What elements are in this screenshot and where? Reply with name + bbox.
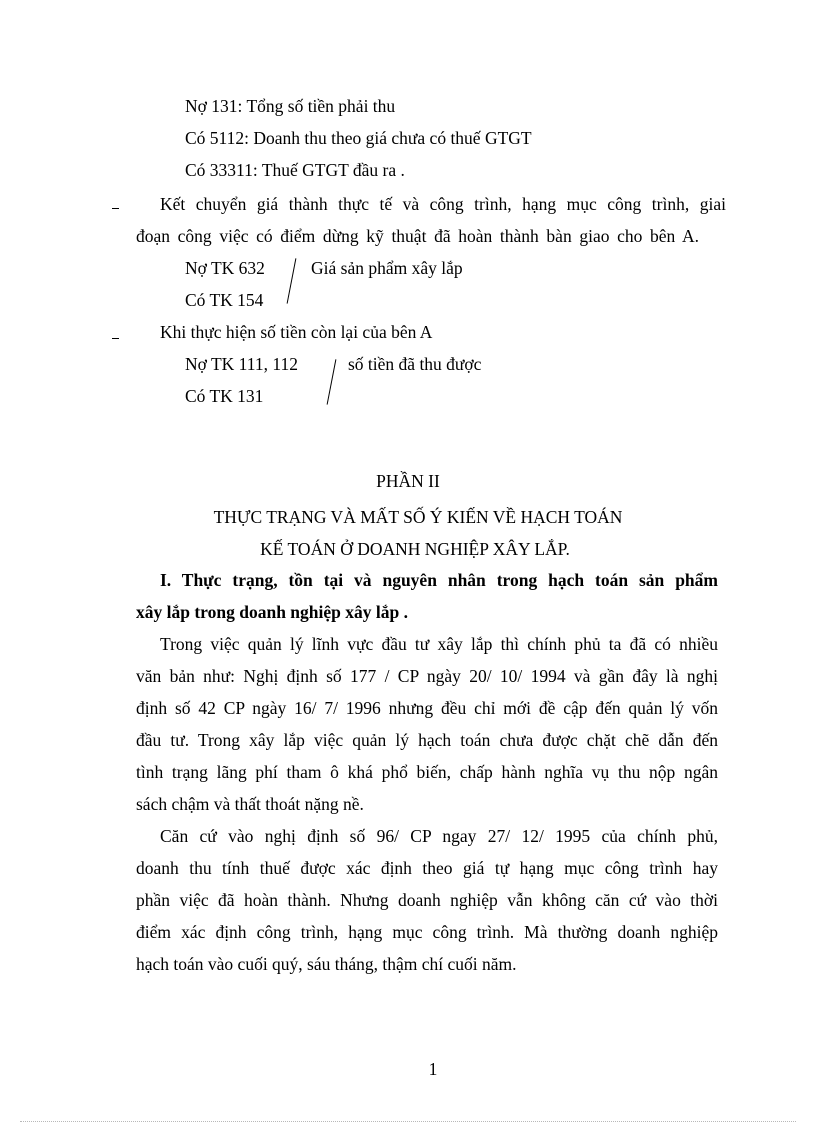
bullet2-note: số tiền đã thu được (348, 354, 482, 374)
paragraph1-line: sách chậm và thất thoát nặng nề. (136, 794, 364, 814)
bullet1-debit: Nợ TK 632 (185, 258, 265, 278)
bullet1-line1: Kết chuyển giá thành thực tế và công trình, hạng mục công trình, giai (160, 194, 726, 214)
paragraph1-line: Trong việc quản lý lĩnh vực đầu tư xây lắp thì chính phủ ta đã có nhiều (160, 634, 718, 654)
part-title-line1: THỰC TRẠNG VÀ MẤT SỐ Ý KIẾN VỀ HẠCH TOÁN (213, 507, 623, 527)
bullet-marker (112, 208, 119, 209)
bullet1-credit: Có TK 154 (185, 290, 264, 310)
entry-separator-slash (327, 359, 337, 404)
paragraph1-line: định số 42 CP ngày 16/ 7/ 1996 nhưng đều chỉ mới đề cập đến quản lý vốn (136, 698, 718, 718)
bullet2-debit: Nợ TK 111, 112 (185, 354, 298, 374)
part-title-line2: KẾ TOÁN Ở DOANH NGHIỆP XÂY LẮP. (260, 539, 570, 559)
entry-separator-slash (287, 258, 297, 303)
paragraph2-line: hạch toán vào cuối quý, sáu tháng, thậm chí cuối năm. (136, 954, 517, 974)
entry-debit-131: Nợ 131: Tổng số tiền phải thu (185, 96, 396, 116)
bullet1-note: Giá sản phẩm xây lắp (311, 258, 463, 278)
paragraph2-line: điểm xác định công trình, hạng mục công trình. Mà thường doanh nghiệp (136, 922, 718, 942)
page-number: 1 (428, 1059, 438, 1079)
footer-divider (20, 1121, 796, 1122)
bullet2-credit: Có TK 131 (185, 386, 264, 406)
paragraph2-line: phần việc đã hoàn thành. Nhưng doanh nghiệp vẫn không căn cứ vào thời (136, 890, 718, 910)
section-heading-line2: xây lắp trong doanh nghiệp xây lắp . (136, 602, 408, 622)
bullet1-line2: đoạn công việc có điểm dừng kỹ thuật đã hoàn thành bàn giao cho bên A. (136, 226, 699, 246)
section-heading-line1: I. Thực trạng, tồn tại và nguyên nhân trong hạch toán sản phẩm (160, 570, 718, 590)
paragraph1-line: tình trạng lãng phí tham ô khá phổ biến, chấp hành nghĩa vụ thu nộp ngân (136, 762, 718, 782)
entry-credit-5112: Có 5112: Doanh thu theo giá chưa có thuế GTGT (185, 128, 532, 148)
bullet2-line1: Khi thực hiện số tiền còn lại của bên A (160, 322, 433, 342)
bullet-marker (112, 338, 119, 339)
paragraph2-line: Căn cứ vào nghị định số 96/ CP ngay 27/ 12/ 1995 của chính phủ, (160, 826, 718, 846)
entry-credit-33311: Có 33311: Thuế GTGT đầu ra . (185, 160, 405, 180)
paragraph2-line: doanh thu tính thuế được xác định theo giá tự hạng mục công trình hay (136, 858, 718, 878)
paragraph1-line: văn bản như: Nghị định số 177 / CP ngày 20/ 10/ 1994 và gần đây là nghị (136, 666, 718, 686)
part-heading: PHẦN II (376, 471, 440, 491)
paragraph1-line: đầu tư. Trong xây lắp việc quản lý hạch toán chưa được chặt chẽ dẫn đến (136, 730, 718, 750)
